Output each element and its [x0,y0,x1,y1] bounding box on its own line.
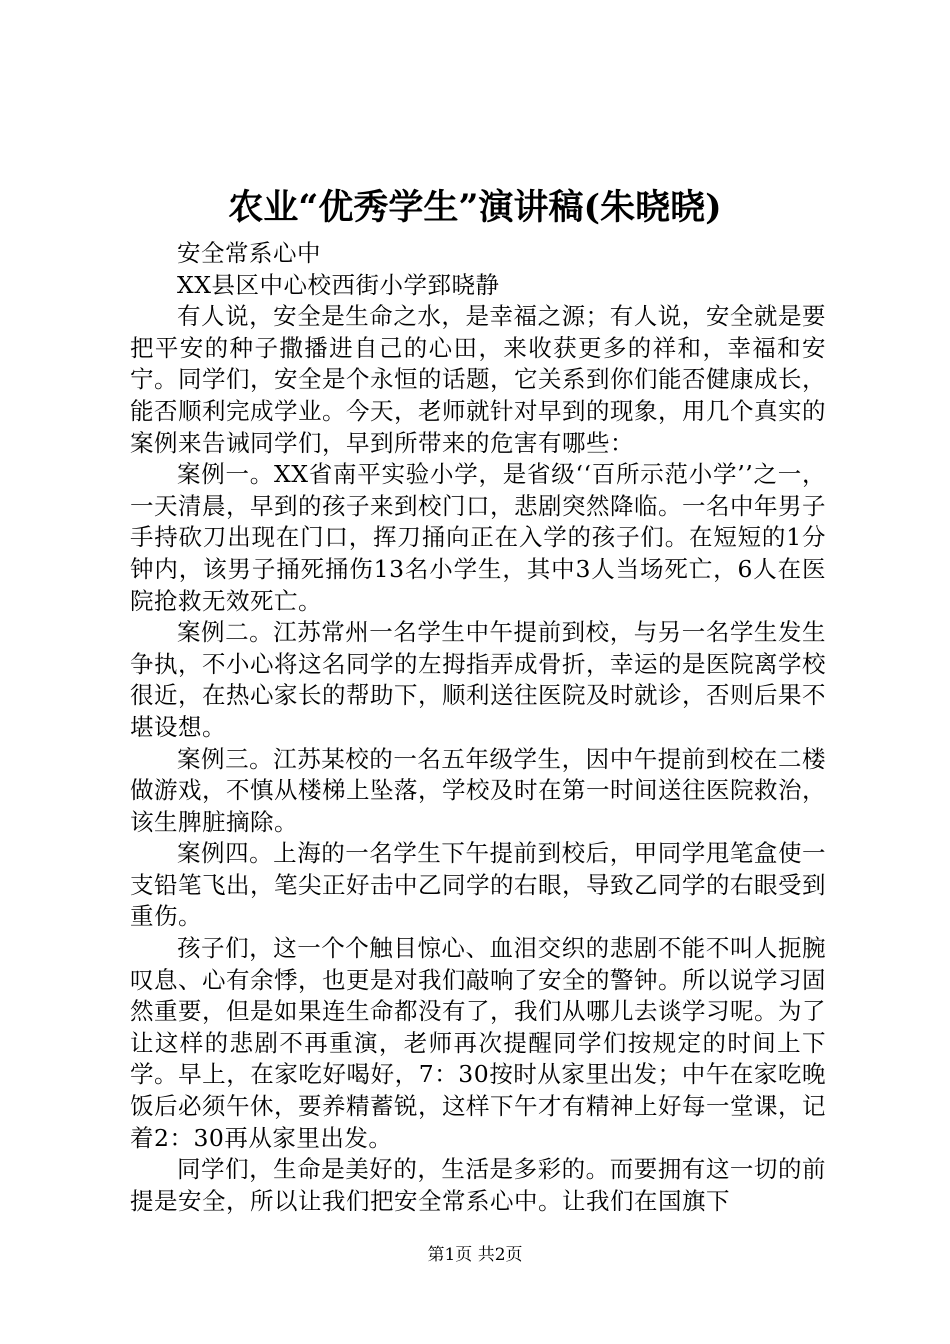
body-paragraph: 同学们，生命是美好的，生活是多彩的。而要拥有这一切的前提是安全，所以让我们把安全常系心中。让我们在国旗下 [130,1155,826,1215]
author-paragraph: XX县区中心校西街小学郅晓静 [177,270,500,299]
case-two-paragraph: 案例二。江苏常州一名学生中午提前到校，与另一名学生发生争执，不小心将这名同学的左拇指弄成骨折，幸运的是医院离学校很近，在热心家长的帮助下，顺利送往医院及时就诊，否则后果不堪设想。 [130,618,826,741]
page-footer: 第1页 共2页 [427,1245,523,1265]
body-paragraph: 孩子们，这一个个触目惊心、血泪交织的悲剧不能不叫人扼腕叹息、心有余悸，也更是对我们敲响了安全的警钟。所以说学习固然重要，但是如果连生命都没有了，我们从哪儿去谈学习呢。为了让这样的悲剧不再重演，老师再次提醒同学们按规定的时间上下学。早上，在家吃好喝好，7：30按时从家里出发；中午在家吃晚饭后必须午休，要养精蓄锐，这样下午才有精神上好每一堂课，记着2：30再从家里出发。 [130,934,826,1152]
case-three-paragraph: 案例三。江苏某校的一名五年级学生，因中午提前到校在二楼做游戏，不慎从楼梯上坠落，学校及时在第一时间送往医院救治，该生脾脏摘除。 [130,744,826,836]
case-one-paragraph: 案例一。XX省南平实验小学，是省级‘‘百所示范小学’’之一，一天清晨，早到的孩子来到校门口，悲剧突然降临。一名中年男子手持砍刀出现在门口，挥刀捅向正在入学的孩子们。在短短的1分钟内，该男子捅死捅伤13名小学生，其中3人当场死亡，6人在医院抢救无效死亡。 [130,460,826,615]
document-title: 农业“优秀学生”演讲稿(朱晓晓) [228,187,722,228]
subtitle-paragraph: 安全常系心中 [177,239,321,267]
body-paragraph: 有人说，安全是生命之水，是幸福之源；有人说，安全就是要把平安的种子撒播进自己的心田，来收获更多的祥和，幸福和安宁。同学们，安全是个永恒的话题，它关系到你们能否健康成长，能否顺利完成学业。今天，老师就针对早到的现象，用几个真实的案例来告诫同学们，早到所带来的危害有哪些： [130,302,826,457]
case-four-paragraph: 案例四。上海的一名学生下午提前到校后，甲同学甩笔盒使一支铅笔飞出，笔尖正好击中乙同学的右眼，导致乙同学的右眼受到重伤。 [130,839,826,931]
document-body [130,238,826,1217]
